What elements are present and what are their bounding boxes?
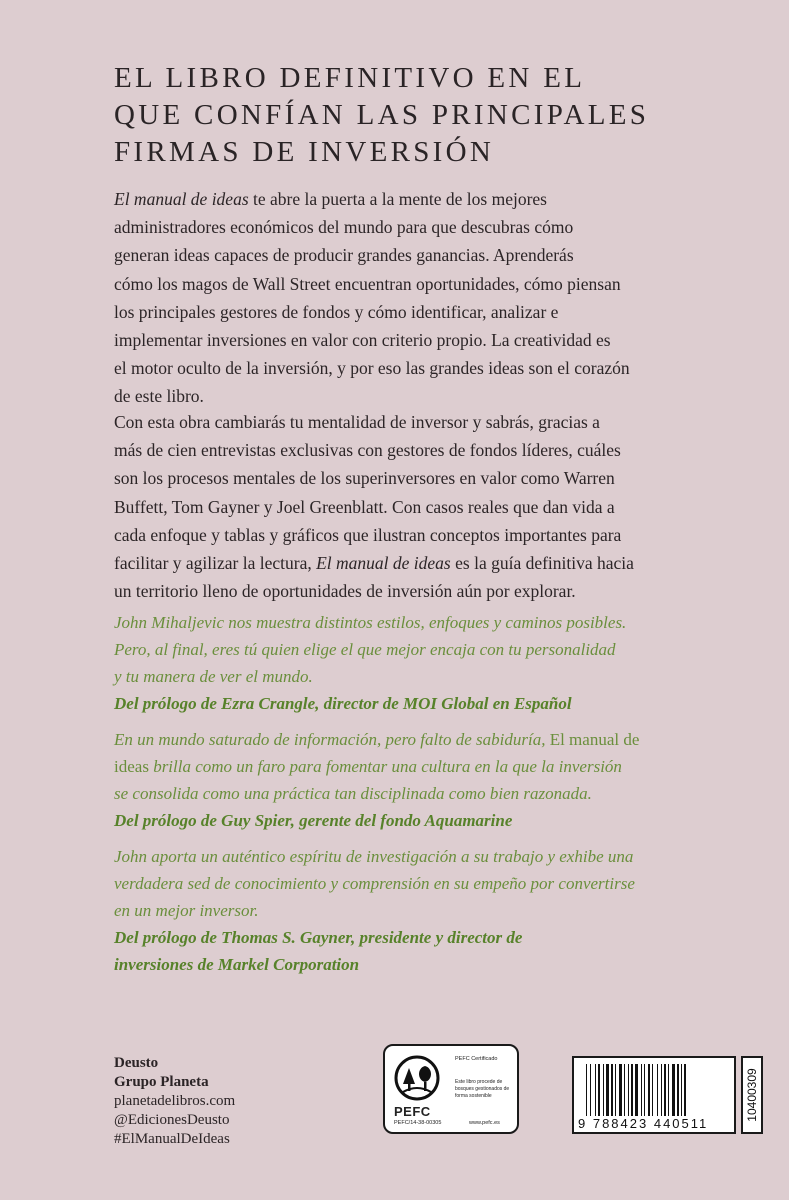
paragraph-line: cada enfoque y tablas y gráficos que ilustran conceptos importantes para	[114, 524, 622, 545]
headline-line: EL LIBRO DEFINITIVO EN EL	[114, 62, 586, 94]
barcode-digits: 9 788423 440511	[578, 1116, 709, 1131]
paragraph-line: Con esta obra cambiarás tu mentalidad de inversor y sabrás, gracias a	[114, 412, 600, 432]
barcode-bar	[641, 1064, 642, 1116]
headline	[114, 60, 754, 171]
headline-line: QUE CONFÍAN LAS PRINCIPALES	[114, 99, 650, 131]
pefc-tree-icon	[393, 1054, 441, 1106]
paragraph-text: facilitar y agilizar la lectura,	[114, 553, 317, 574]
quote-2	[114, 726, 674, 834]
barcode-bar	[648, 1064, 650, 1116]
quote-line	[114, 726, 674, 753]
paragraph-text: te abre la puerta a la mente de los mejores	[248, 189, 547, 209]
barcode-bar	[635, 1064, 638, 1116]
description-paragraph-2	[114, 408, 674, 605]
barcode-bar	[624, 1064, 625, 1116]
quote-1	[114, 609, 674, 717]
paragraph-line: implementar inversiones en valor con criterio propio. La creatividad es	[114, 330, 611, 351]
barcode-bar	[657, 1064, 658, 1116]
paragraph-line	[114, 549, 674, 577]
internal-code: 10400309	[745, 1068, 759, 1122]
quote-attribution: inversiones de Markel Corporation	[114, 955, 360, 974]
barcode-bars	[584, 1064, 726, 1116]
paragraph-line	[114, 185, 674, 213]
internal-code-box	[741, 1056, 763, 1134]
pefc-certified-label: PEFC Certificado	[455, 1056, 498, 1062]
quote-line: en un mejor inversor.	[114, 901, 259, 920]
barcode-bar	[628, 1064, 629, 1116]
barcode-bar	[668, 1064, 669, 1116]
publisher-name: Deusto	[114, 1055, 159, 1071]
pefc-code: PEFC/14-38-00305	[394, 1120, 442, 1126]
pefc-certification-badge	[383, 1044, 519, 1134]
paragraph-line: el motor oculto de la inversión, y por eso las grandes ideas son el corazón	[114, 358, 630, 379]
pefc-wordmark: PEFC	[394, 1104, 431, 1119]
headline-line: FIRMAS DE INVERSIÓN	[114, 136, 495, 168]
quote-line: verdadera sed de conocimiento y comprensión en su empeño por convertirse	[114, 874, 635, 893]
paragraph-line: los principales gestores de fondos y cómo identificar, analizar e	[114, 301, 559, 322]
barcode-bar	[684, 1064, 686, 1116]
paragraph-line: son los procesos mentales de los superinversores en valor como Warren	[114, 468, 615, 489]
quote-3	[114, 843, 674, 978]
barcode-bar	[603, 1064, 604, 1116]
publisher-website: planetadelibros.com	[114, 1093, 236, 1109]
barcode-bar	[615, 1064, 616, 1116]
barcode-bar	[672, 1064, 675, 1116]
quote-line: y tu manera de ver el mundo.	[114, 667, 313, 686]
barcode-bar	[619, 1064, 622, 1116]
quote-text: En un mundo saturado de información, pero falto de sabiduría,	[114, 730, 546, 749]
paragraph-line: administradores económicos del mundo para que descubras cómo	[114, 217, 574, 238]
paragraph-line: de este libro.	[114, 386, 204, 407]
quote-attribution: Del prólogo de Thomas S. Gayner, presidente y director de	[114, 928, 523, 947]
publisher-group: Grupo Planeta	[114, 1074, 209, 1090]
quote-line: John aporta un auténtico espíritu de investigación a su trabajo y exhibe una	[114, 847, 634, 866]
publisher-hashtag: #ElManualDeIdeas	[114, 1131, 230, 1147]
barcode-bar	[644, 1064, 645, 1116]
barcode-bar	[677, 1064, 679, 1116]
publisher-block	[114, 1054, 235, 1149]
barcode-bar	[586, 1064, 587, 1116]
barcode-bar	[664, 1064, 666, 1116]
barcode-bar	[611, 1064, 613, 1116]
barcode-bar	[661, 1064, 662, 1116]
quote-attribution: Del prólogo de Guy Spier, gerente del fondo Aquamarine	[114, 811, 513, 830]
publisher-handle: @EdicionesDeusto	[114, 1112, 230, 1128]
paragraph-line: generan ideas capaces de producir grandes ganancias. Aprenderás	[114, 245, 574, 266]
description-paragraph-1	[114, 185, 674, 411]
paragraph-line: Buffett, Tom Gayner y Joel Greenblatt. Con casos reales que dan vida a	[114, 496, 615, 517]
barcode-bar	[652, 1064, 653, 1116]
barcode-bar	[598, 1064, 600, 1116]
paragraph-text: es la guía definitiva hacia	[450, 553, 634, 574]
quote-line: John Mihaljevic nos muestra distintos estilos, enfoques y caminos posibles.	[114, 613, 627, 632]
book-title: ideas	[114, 757, 149, 776]
barcode-bar	[631, 1064, 633, 1116]
paragraph-line: un territorio lleno de oportunidades de inversión aún por explorar.	[114, 581, 576, 602]
paragraph-line: cómo los magos de Wall Street encuentran oportunidades, cómo piensan	[114, 273, 621, 294]
barcode-bar	[595, 1064, 596, 1116]
quote-text: brilla como un faro para fomentar una cultura en la que la inversión	[148, 757, 622, 776]
book-title: El manual de ideas	[114, 189, 249, 209]
quote-line	[114, 753, 674, 780]
book-title: El manual de ideas	[316, 553, 451, 574]
barcode-bar	[590, 1064, 591, 1116]
barcode-bar	[681, 1064, 682, 1116]
pefc-website: www.pefc.es	[469, 1120, 500, 1126]
pefc-description: Este libro procede de bosques gestionados de forma sostenible	[455, 1079, 510, 1099]
paragraph-line: más de cien entrevistas exclusivas con gestores de fondos líderes, cuáles	[114, 440, 621, 461]
isbn-barcode	[572, 1056, 736, 1134]
quote-attribution: Del prólogo de Ezra Crangle, director de MOI Global en Español	[114, 694, 572, 713]
quote-line: Pero, al final, eres tú quien elige el que mejor encaja con tu personalidad	[114, 640, 616, 659]
quote-line: se consolida como una práctica tan disciplinada como bien razonada.	[114, 784, 592, 803]
book-title: El manual de	[545, 730, 640, 749]
barcode-bar	[606, 1064, 609, 1116]
